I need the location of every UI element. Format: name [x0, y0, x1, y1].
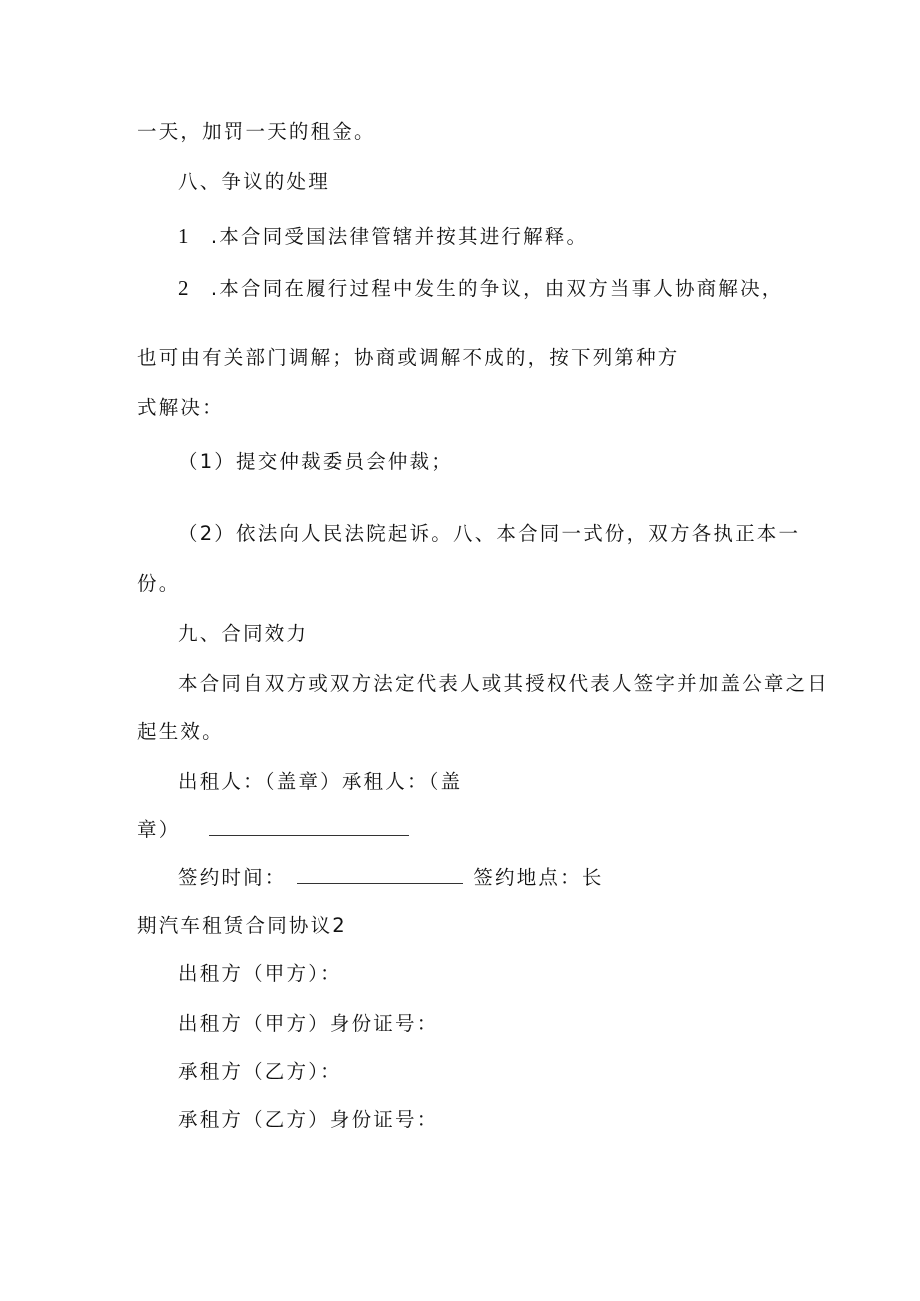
lessor-field	[178, 960, 342, 988]
line-text: 份。	[137, 572, 181, 595]
line-text: 出租方（甲方）：	[178, 962, 342, 985]
line-text: 九、合同效力	[178, 622, 309, 645]
option-2	[178, 520, 800, 548]
section-heading-dispute	[178, 168, 330, 196]
clause-number: 1	[178, 224, 189, 248]
signature-blank	[209, 817, 409, 836]
line-text: 起生效。	[137, 720, 224, 743]
line-text: .本合同在履行过程中发生的争议，由双方当事人协商解决，	[210, 277, 784, 300]
line-text: 出租方（甲方）身份证号：	[178, 1012, 439, 1035]
option-1	[178, 448, 453, 476]
line-text: .本合同受国法律管辖并按其进行解释。	[210, 225, 589, 248]
line-text: 章）	[137, 818, 181, 841]
lessor-id-field	[178, 1010, 438, 1038]
line-text: 承租方（乙方）身份证号：	[178, 1108, 439, 1131]
line-text: 一天，加罚一天的租金。	[137, 120, 376, 143]
text-line	[137, 718, 224, 746]
line-text: 八、争议的处理	[178, 170, 330, 193]
line-text: 式解决：	[137, 396, 224, 419]
text-line	[178, 670, 829, 698]
text-line	[137, 344, 680, 372]
clause-1	[178, 222, 588, 251]
line-text: （1）提交仲裁委员会仲裁；	[178, 450, 454, 473]
line-text: 本合同自双方或双方法定代表人或其授权代表人签字并加盖公章之日	[178, 672, 830, 695]
lessee-field	[178, 1058, 342, 1086]
clause-2	[178, 274, 784, 303]
text-line	[137, 394, 224, 422]
line-text: 签约地点：长	[473, 866, 604, 889]
line-text: 也可由有关部门调解；协商或调解不成的，按下列第种方	[137, 346, 680, 369]
text-line	[137, 118, 376, 146]
line-text: 期汽车租赁合同协议2	[137, 914, 347, 937]
lessee-id-field	[178, 1106, 438, 1134]
section-heading-validity	[178, 620, 308, 648]
clause-number: 2	[178, 276, 189, 300]
signature-parties	[178, 768, 462, 796]
line-text: （2）依法向人民法院起诉。八、本合同一式份，双方各执正本一	[178, 522, 801, 545]
signature-seal-line	[137, 816, 411, 844]
signing-time-blank	[297, 865, 463, 884]
line-text: 出租人：（盖章）承租人：（盖	[178, 770, 463, 793]
text-line	[137, 570, 180, 598]
line-text: 承租方（乙方）：	[178, 1060, 342, 1083]
contract-title	[137, 912, 347, 940]
signing-time-place	[178, 864, 604, 892]
line-text: 签约时间：	[178, 866, 287, 889]
